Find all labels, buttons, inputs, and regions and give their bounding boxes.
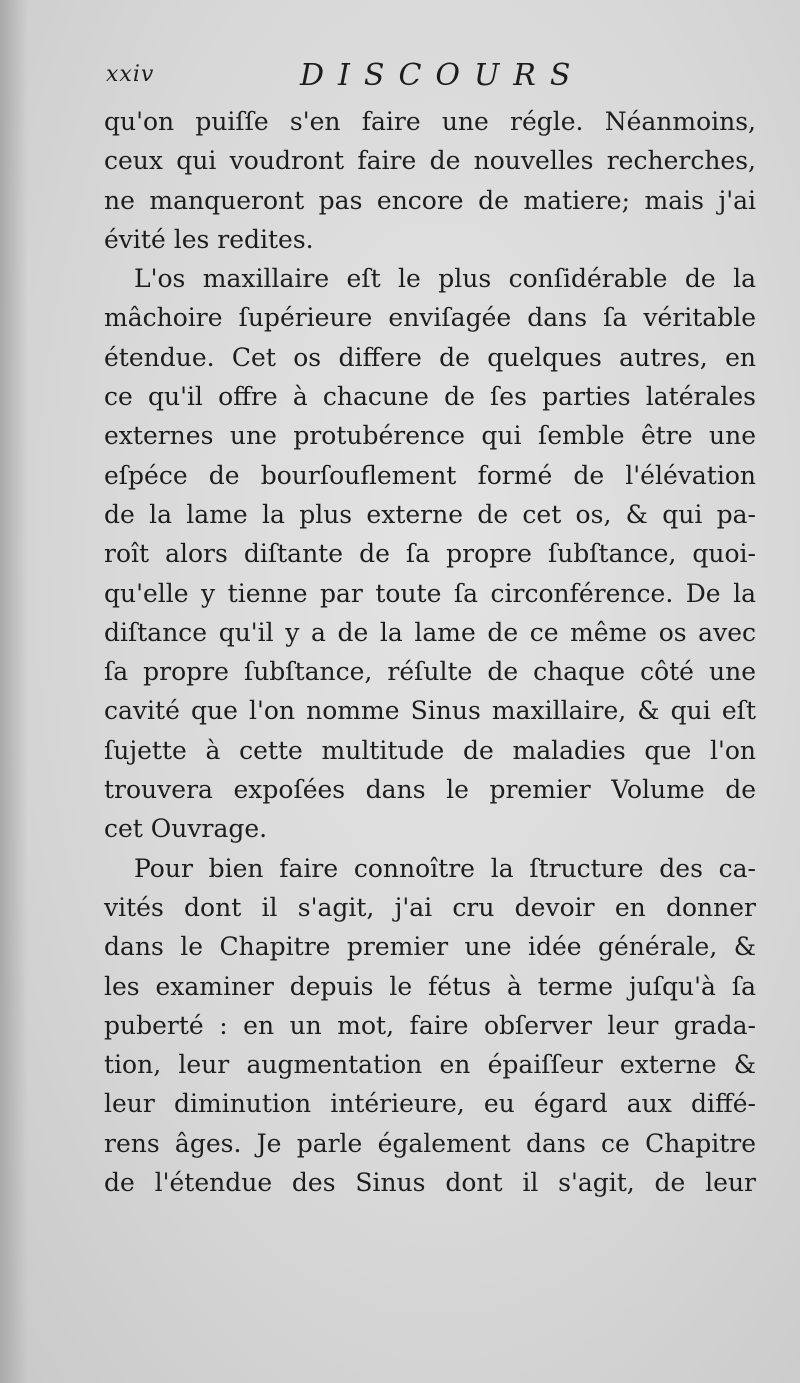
text-line: de l'étendue des Sinus dont il s'agit, de leur <box>104 1168 756 1198</box>
text-line: ce qu'il offre à chacune de ſes parties latérales <box>104 382 756 412</box>
text-line: diſtance qu'il y a de la lame de ce même os avec <box>104 617 756 647</box>
text-line: ſa propre ſubſtance, réſulte de chaque côté une <box>104 657 756 687</box>
paragraph-2 <box>104 259 756 848</box>
paragraph-3 <box>104 849 756 1203</box>
text-line: roît alors diſtante de ſa propre ſubſtance, quoi- <box>104 539 756 569</box>
text-line: cet Ouvrage. <box>104 814 268 844</box>
text-line: trouvera expoſées dans le premier Volume de <box>104 775 756 805</box>
text-line: ne manqueront pas encore de matiere; mais j'ai <box>104 185 756 215</box>
text-line: rens âges. Je parle également dans ce Chapitre <box>104 1128 756 1158</box>
running-title: DISCOURS <box>300 58 585 93</box>
text-line: les examiner depuis le fétus à terme juſqu'à ſa <box>104 971 756 1001</box>
page-header <box>106 58 766 98</box>
text-line: leur diminution intérieure, eu égard aux diffé- <box>104 1089 756 1119</box>
text-line: Pour bien faire connoître la ſtructure des ca- <box>134 853 756 883</box>
text-line: de la lame la plus externe de cet os, & qui pa- <box>104 499 756 529</box>
text-line: qu'elle y tienne par toute ſa circonférence. De la <box>104 578 756 608</box>
body-text <box>104 102 756 1202</box>
text-line: qu'on puiſſe s'en faire une régle. Néanmoins, <box>104 107 756 136</box>
text-line: évité les redites. <box>104 224 314 254</box>
text-line: vités dont il s'agit, j'ai cru devoir en donner <box>104 892 756 922</box>
text-line: étendue. Cet os differe de quelques autres, en <box>104 342 756 372</box>
text-line: eſpéce de bourſouflement formé de l'élévation <box>104 460 756 490</box>
text-line: puberté : en un mot, faire obſerver leur grada- <box>104 1010 756 1040</box>
text-line: L'os maxillaire eſt le plus conſidérable de la <box>134 264 756 294</box>
text-line: externes une protubérence qui ſemble être une <box>104 421 756 451</box>
text-line: tion, leur augmentation en épaiſſeur externe & <box>104 1050 756 1080</box>
text-line: ceux qui voudront faire de nouvelles recherches, <box>104 146 756 176</box>
text-line: ſujette à cette multitude de maladies que l'on <box>104 735 756 765</box>
paragraph-1 <box>104 102 756 259</box>
binding-shadow <box>0 0 28 1383</box>
text-line: cavité que l'on nomme Sinus maxillaire, & qui eſt <box>104 696 756 726</box>
page-number: xxiv <box>106 62 155 87</box>
text-line: mâchoire ſupérieure enviſagée dans ſa véritable <box>104 303 756 333</box>
text-line: dans le Chapitre premier une idée générale, & <box>104 932 756 962</box>
